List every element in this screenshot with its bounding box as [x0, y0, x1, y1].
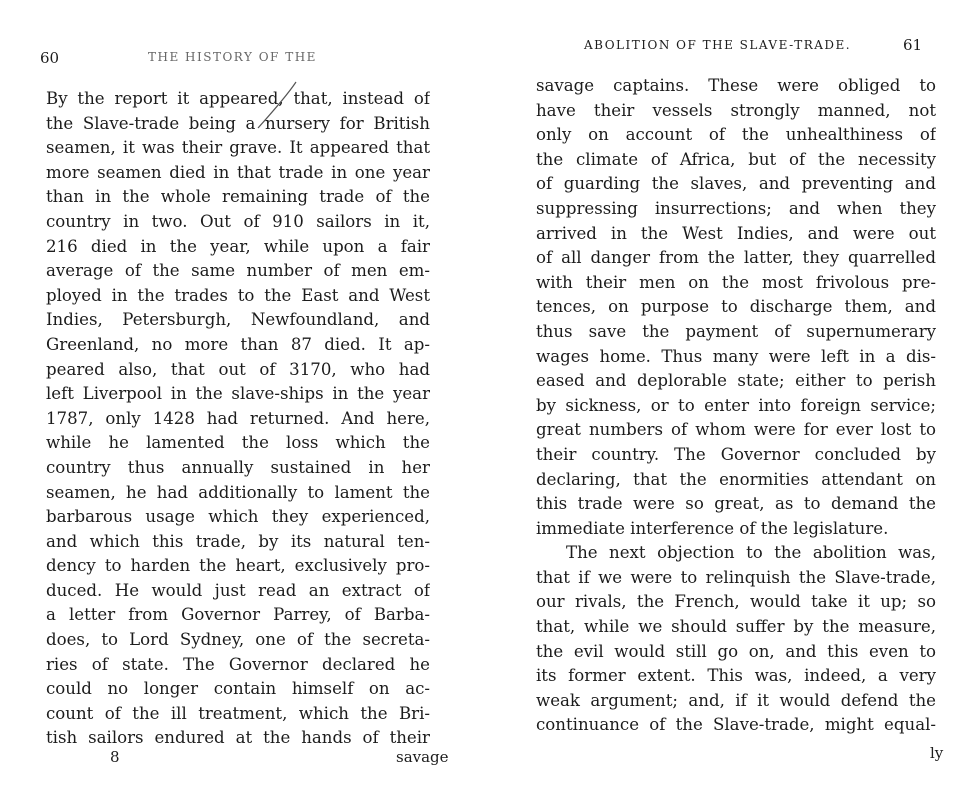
text-line: continuance of the Slave-trade, might equal- — [536, 715, 936, 735]
text-line: arrived in the West Indies, and were out — [536, 223, 936, 243]
left-page-body — [46, 87, 430, 751]
text-line: thus save the payment of supernumerary — [536, 321, 936, 341]
catchword: savage — [396, 748, 449, 766]
text-line: left Liverpool in the slave-ships in the year — [46, 384, 430, 404]
text-line: and which this trade, by its natural ten- — [46, 531, 430, 551]
text-line: tences, on purpose to discharge them, and — [536, 297, 936, 317]
catchword: ly — [930, 744, 944, 762]
text-line: have their vessels strongly manned, not — [536, 100, 936, 120]
text-line: peared also, that out of 3170, who had — [46, 359, 430, 379]
text-line: our rivals, the French, would take it up; so — [536, 592, 936, 612]
text-line: its former extent. This was, indeed, a very — [536, 666, 936, 686]
text-line: By the report it appeared, that, instead of — [46, 89, 430, 108]
text-line: while he lamented the loss which the — [46, 433, 430, 453]
text-line: weak argument; and, if it would defend the — [536, 690, 936, 710]
text-line: their country. The Governor concluded by — [536, 444, 936, 464]
paragraph-start-line: The next objection to the abolition was, — [566, 543, 936, 563]
text-line: a letter from Governor Parrey, of Barba- — [46, 605, 430, 625]
text-line: of all danger from the latter, they quarrelled — [536, 248, 936, 268]
text-line: the evil would still go on, and this even to — [536, 641, 936, 661]
text-line: 216 died in the year, while upon a fair — [46, 236, 430, 256]
text-line: Indies, Petersburgh, Newfoundland, and — [46, 310, 430, 330]
text-line: does, to Lord Sydney, one of the secreta- — [46, 630, 430, 650]
text-line: the climate of Africa, but of the necessity — [536, 149, 936, 169]
text-line: duced. He would just read an extract of — [46, 580, 430, 600]
text-line: could no longer contain himself on ac- — [46, 679, 430, 699]
text-line: this trade were so great, as to demand the — [536, 494, 936, 514]
paragraph-end-line: immediate interference of the legislature. — [536, 518, 889, 538]
text-line: that, while we should suffer by the measure, — [536, 617, 936, 637]
text-line: count of the ill treatment, which the Bri- — [46, 703, 430, 723]
text-line: by sickness, or to enter into foreign service; — [536, 395, 936, 415]
text-line: ries of state. The Governor declared he — [46, 654, 430, 674]
text-line: eased and deplorable state; either to perish — [536, 371, 936, 391]
text-line: the Slave-trade being a nursery for British — [46, 113, 430, 133]
running-head: THE HISTORY OF THE — [148, 50, 317, 64]
text-line: great numbers of whom were for ever lost to — [536, 420, 936, 440]
text-line: more seamen died in that trade in one year — [46, 162, 430, 182]
right-page-body — [536, 74, 936, 738]
text-line: ployed in the trades to the East and West — [46, 285, 430, 305]
text-line: Greenland, no more than 87 died. It ap- — [46, 334, 430, 354]
text-line: country in two. Out of 910 sailors in it, — [46, 211, 430, 231]
right-page — [490, 0, 980, 805]
text-line: wages home. Thus many were left in a dis- — [536, 346, 936, 366]
signature-mark: 8 — [110, 748, 120, 766]
page-number: 60 — [40, 49, 60, 67]
text-line: suppressing insurrections; and when they — [536, 198, 936, 218]
text-line: country thus annually sustained in her — [46, 457, 430, 477]
text-line: tish sailors endured at the hands of their — [46, 728, 430, 748]
text-line: dency to harden the heart, exclusively pro- — [46, 556, 430, 576]
text-line: average of the same number of men em- — [46, 261, 430, 281]
text-line: than in the whole remaining trade of the — [46, 187, 430, 207]
text-line: seamen, he had additionally to lament the — [46, 482, 430, 502]
text-line: seamen, it was their grave. It appeared that — [46, 138, 430, 158]
text-line: only on account of the unhealthiness of — [536, 125, 936, 145]
text-line: that if we were to relinquish the Slave-trade, — [536, 567, 936, 587]
text-line: barbarous usage which they experienced, — [46, 507, 430, 527]
text-line: savage captains. These were obliged to — [536, 76, 936, 95]
text-line: with their men on the most frivolous pre- — [536, 272, 936, 292]
text-line: of guarding the slaves, and preventing and — [536, 174, 936, 194]
text-line: 1787, only 1428 had returned. And here, — [46, 408, 430, 428]
running-head: ABOLITION OF THE SLAVE-TRADE. — [584, 38, 852, 52]
text-line: declaring, that the enormities attendant on — [536, 469, 936, 489]
page-number: 61 — [903, 36, 923, 54]
